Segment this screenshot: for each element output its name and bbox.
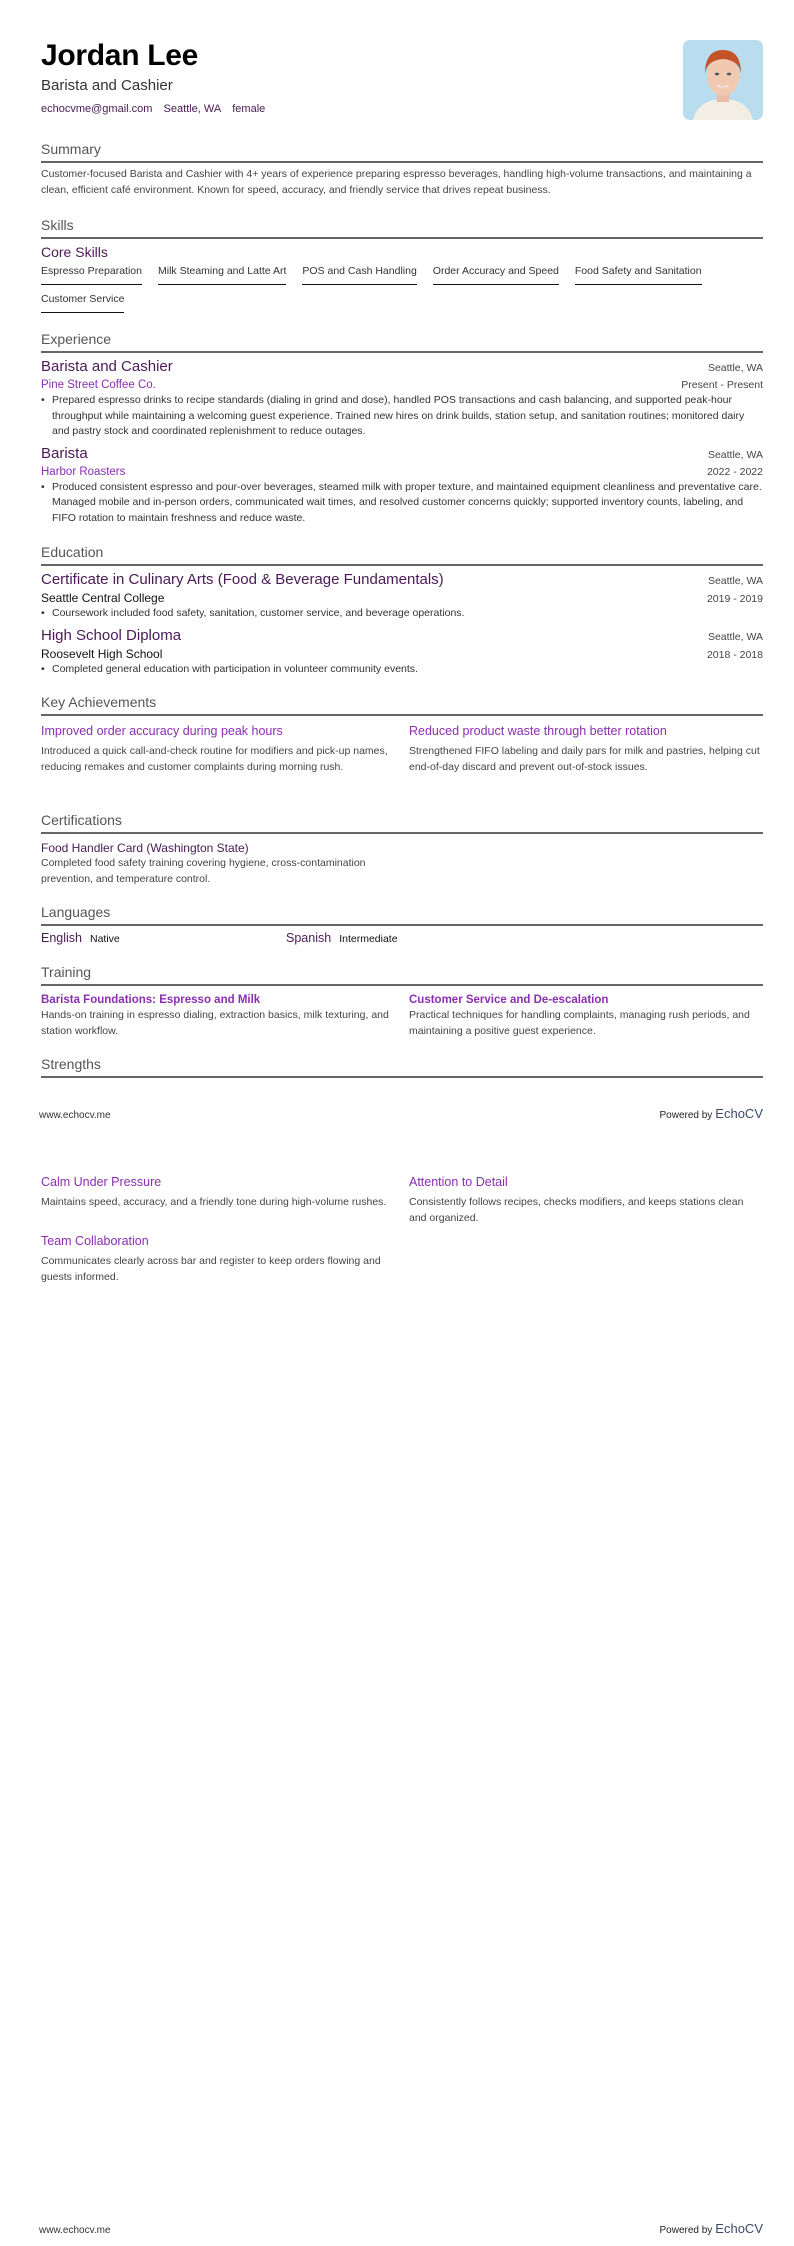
job-dates: Present - Present xyxy=(681,379,763,391)
edu-bullet: • Completed general education with participation in volunteer community events. xyxy=(41,662,763,678)
experience-section xyxy=(41,330,763,526)
education-heading: Education xyxy=(41,543,763,566)
training-desc: Practical techniques for handling complaints, managing rush periods, and maintaining a positive guest experience. xyxy=(409,1009,750,1037)
strength-title: Team Collaboration xyxy=(41,1234,149,1248)
school-name: Roosevelt High School xyxy=(41,646,163,661)
degree-title: High School Diploma xyxy=(41,626,182,644)
footer-url-link[interactable]: www.echocv.me xyxy=(39,2225,111,2236)
job-role: Barista xyxy=(41,444,88,462)
skills-section xyxy=(41,216,763,320)
language-name: English xyxy=(41,931,82,945)
achievement-title: Improved order accuracy during peak hours xyxy=(41,724,283,738)
achievement-desc: Strengthened FIFO labeling and daily pars for milk and pastries, helping cut end-of-day discard and prevent out-of-stock issues. xyxy=(409,745,760,773)
strengths-section-header xyxy=(41,1055,763,1078)
page-footer xyxy=(39,2220,763,2238)
edu-location: Seattle, WA xyxy=(707,630,763,643)
job-bullet: • Produced consistent espresso and pour-over beverages, steamed milk with proper texture, and maintained equipment cleanliness and preventative care. Managed mobile and in-person orders, communicated wait times, and resolved customer concerns quickly; supported inventory counts, labeling, and FIFO rotation to maintain freshness and reduce waste. xyxy=(41,480,763,527)
strengths-grid xyxy=(41,1167,763,1285)
bullet-icon: • xyxy=(41,662,45,675)
certifications-heading: Certifications xyxy=(41,811,763,834)
powered-by: Powered by EchoCV xyxy=(659,1106,763,1121)
page-footer xyxy=(39,1105,763,1123)
achievement-title: Reduced product waste through better rotation xyxy=(409,724,667,738)
contact-line xyxy=(41,102,763,116)
training-desc: Hands-on training in espresso dialing, extraction basics, milk texturing, and station workflow. xyxy=(41,1009,389,1037)
language-level: Native xyxy=(90,933,120,945)
powered-by: Powered by EchoCV xyxy=(659,2221,763,2236)
training-section xyxy=(41,963,763,1039)
experience-entry xyxy=(41,444,763,527)
languages-heading: Languages xyxy=(41,903,763,926)
skill-item: Customer Service xyxy=(41,292,124,313)
strength-item xyxy=(409,1167,763,1226)
experience-heading: Experience xyxy=(41,330,763,353)
candidate-name: Jordan Lee xyxy=(41,39,199,72)
strength-title: Calm Under Pressure xyxy=(41,1175,162,1189)
training-heading: Training xyxy=(41,963,763,986)
summary-section xyxy=(41,140,763,198)
strength-desc: Consistently follows recipes, checks modifiers, and keeps stations clean and organized. xyxy=(409,1196,744,1224)
degree-title: Certificate in Culinary Arts (Food & Beverage Fundamentals) xyxy=(41,571,444,588)
strength-desc: Communicates clearly across bar and register to keep orders flowing and guests informed. xyxy=(41,1255,381,1283)
bullet-icon: • xyxy=(41,607,45,619)
strengths-heading: Strengths xyxy=(41,1055,763,1078)
job-company: Pine Street Coffee Co. xyxy=(41,379,156,391)
education-entry xyxy=(41,626,763,678)
strength-item xyxy=(41,1226,395,1285)
achievements-section xyxy=(41,693,763,775)
edu-dates: 2019 - 2019 xyxy=(706,593,763,605)
edu-dates: 2018 - 2018 xyxy=(706,648,763,661)
language-name: Spanish xyxy=(286,931,332,945)
achievements-heading: Key Achievements xyxy=(41,693,763,716)
certifications-section xyxy=(41,811,763,887)
resume-page-2 xyxy=(0,1123,794,2246)
strength-title: Attention to Detail xyxy=(409,1175,508,1189)
bullet-icon: • xyxy=(41,480,45,493)
job-role: Barista and Cashier xyxy=(41,358,173,375)
job-company: Harbor Roasters xyxy=(41,465,126,478)
brand-logo: EchoCV xyxy=(715,1106,763,1121)
job-bullet: • Prepared espresso drinks to recipe standards (dialing in grind and dose), handled POS transactions and cash balancing, and supported peak-hour throughput while maintaining a welcoming guest experience. Trained new hires on drink builds, station setup, and sanitation routines; monitored dairy and pastry stock and coordinated replenishment to reduce outages. xyxy=(41,393,763,440)
experience-entry xyxy=(41,357,763,440)
brand-logo: EchoCV xyxy=(715,2221,763,2236)
bullet-icon: • xyxy=(41,394,45,406)
language-level: Intermediate xyxy=(339,933,398,945)
strengths-content xyxy=(41,1167,763,1285)
skill-item: Espresso Preparation xyxy=(41,264,142,285)
languages-list xyxy=(41,931,763,945)
skill-item: POS and Cash Handling xyxy=(302,264,416,285)
education-section xyxy=(41,543,763,677)
achievements-grid xyxy=(41,716,763,775)
strength-item xyxy=(41,1167,395,1226)
job-dates: 2022 - 2022 xyxy=(706,465,763,478)
training-title: Barista Foundations: Espresso and Milk xyxy=(41,994,261,1006)
school-name: Seattle Central College xyxy=(41,591,165,605)
achievement-desc: Introduced a quick call-and-check routine for modifiers and pick-up names, reducing remakes and customer complaints during morning rush. xyxy=(41,745,388,773)
training-item xyxy=(409,986,763,1039)
skill-item: Order Accuracy and Speed xyxy=(433,264,559,285)
gender-text: female xyxy=(232,103,266,115)
profile-photo-icon xyxy=(683,40,763,120)
achievement-item xyxy=(409,716,763,775)
skill-item: Milk Steaming and Latte Art xyxy=(158,264,286,285)
edu-location: Seattle, WA xyxy=(707,575,763,587)
strength-desc: Maintains speed, accuracy, and a friendly tone during high-volume rushes. xyxy=(41,1196,387,1208)
certification-title: Food Handler Card (Washington State) xyxy=(41,841,249,855)
certification-desc: Completed food safety training covering hygiene, cross-contamination prevention, and temperature control. xyxy=(41,857,366,885)
summary-heading: Summary xyxy=(41,140,763,163)
resume-header xyxy=(41,38,763,128)
footer-url-link[interactable]: www.echocv.me xyxy=(39,1110,111,1121)
certification-item xyxy=(41,840,371,887)
summary-text: Customer-focused Barista and Cashier with 4+ years of experience preparing espresso beverages, handling high-volume transactions, and maintaining a clean, efficient café environment. Known for speed, accuracy, and friendly service that drives repeat business. xyxy=(41,168,752,196)
job-location: Seattle, WA xyxy=(707,448,763,461)
skill-item: Food Safety and Sanitation xyxy=(575,264,702,285)
language-item xyxy=(286,931,531,945)
training-item xyxy=(41,986,395,1039)
education-entry xyxy=(41,570,763,622)
skills-list xyxy=(41,264,763,320)
training-title: Customer Service and De-escalation xyxy=(409,994,609,1006)
skills-group-title: Core Skills xyxy=(41,244,108,260)
language-item xyxy=(41,931,286,945)
skills-heading: Skills xyxy=(41,216,763,239)
languages-section xyxy=(41,903,763,945)
job-location: Seattle, WA xyxy=(707,362,763,374)
avatar xyxy=(683,40,763,120)
location-text: Seattle, WA xyxy=(163,103,222,115)
candidate-title: Barista and Cashier xyxy=(41,77,173,94)
achievement-item xyxy=(41,716,395,775)
edu-bullet: • Coursework included food safety, sanitation, customer service, and beverage operations. xyxy=(41,606,763,622)
email-link[interactable]: echocvme@gmail.com xyxy=(41,103,153,115)
training-grid xyxy=(41,986,763,1039)
